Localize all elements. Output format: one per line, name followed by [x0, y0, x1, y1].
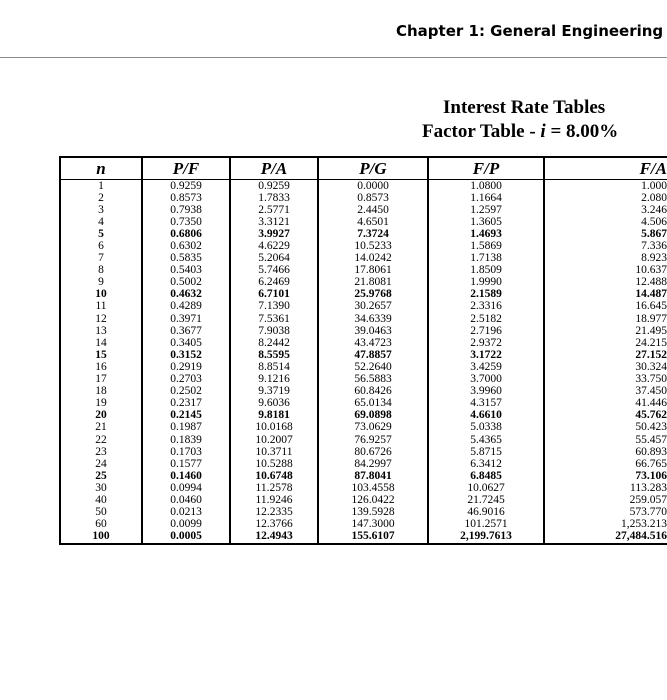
cell-fa: 27.152 — [544, 349, 667, 361]
cell-fa: 259.057 — [544, 494, 667, 506]
cell-pg: 34.6339 — [318, 313, 428, 325]
cell-n: 13 — [60, 325, 142, 337]
table-row — [60, 386, 667, 398]
col-header-n: n — [60, 157, 142, 180]
cell-fa: 50.423 — [544, 422, 667, 434]
cell-pa: 9.3719 — [230, 386, 318, 398]
cell-pf: 0.4289 — [142, 301, 230, 313]
cell-n: 22 — [60, 434, 142, 446]
cell-pa: 7.5361 — [230, 313, 318, 325]
cell-fa: 41.446 — [544, 398, 667, 410]
cell-pg: 4.6501 — [318, 216, 428, 228]
cell-pf: 0.6302 — [142, 240, 230, 252]
cell-pf: 0.5403 — [142, 265, 230, 277]
cell-pg: 14.0242 — [318, 253, 428, 265]
cell-pf: 0.3405 — [142, 337, 230, 349]
cell-pg: 139.5928 — [318, 507, 428, 519]
table-row — [60, 470, 667, 482]
cell-pg: 0.0000 — [318, 180, 428, 193]
cell-n: 20 — [60, 410, 142, 422]
cell-fp: 4.6610 — [428, 410, 544, 422]
cell-pg: 126.0422 — [318, 494, 428, 506]
cell-n: 11 — [60, 301, 142, 313]
table-row — [60, 458, 667, 470]
cell-fa: 73.106 — [544, 470, 667, 482]
table-title: Interest Rate Tables — [443, 97, 606, 118]
cell-pg: 69.0898 — [318, 410, 428, 422]
factor-table-container — [59, 156, 667, 660]
cell-pg: 17.8061 — [318, 265, 428, 277]
cell-fp: 1.3605 — [428, 216, 544, 228]
cell-pf: 0.3677 — [142, 325, 230, 337]
cell-pa: 7.9038 — [230, 325, 318, 337]
cell-pa: 11.2578 — [230, 482, 318, 494]
cell-fp: 10.0627 — [428, 482, 544, 494]
cell-pa: 3.9927 — [230, 228, 318, 240]
cell-pg: 7.3724 — [318, 228, 428, 240]
cell-pa: 8.2442 — [230, 337, 318, 349]
cell-pa: 12.4943 — [230, 531, 318, 544]
cell-pf: 0.2145 — [142, 410, 230, 422]
cell-pa: 8.5595 — [230, 349, 318, 361]
cell-n: 25 — [60, 470, 142, 482]
table-row — [60, 531, 667, 544]
cell-fp: 2.7196 — [428, 325, 544, 337]
cell-fa: 14.487 — [544, 289, 667, 301]
cell-fa: 55.457 — [544, 434, 667, 446]
cell-pf: 0.9259 — [142, 180, 230, 193]
cell-pf: 0.0099 — [142, 519, 230, 531]
table-row — [60, 277, 667, 289]
cell-pg: 65.0134 — [318, 398, 428, 410]
cell-pg: 52.2640 — [318, 361, 428, 373]
cell-fp: 5.8715 — [428, 446, 544, 458]
cell-pa: 1.7833 — [230, 192, 318, 204]
cell-pg: 30.2657 — [318, 301, 428, 313]
table-row — [60, 265, 667, 277]
cell-fa: 45.762 — [544, 410, 667, 422]
cell-fp: 1.0800 — [428, 180, 544, 193]
cell-n: 14 — [60, 337, 142, 349]
cell-n: 7 — [60, 253, 142, 265]
chapter-title: Chapter 1: General Engineering — [396, 22, 664, 40]
cell-fp: 6.3412 — [428, 458, 544, 470]
cell-fp: 1.1664 — [428, 192, 544, 204]
cell-fa: 8.923 — [544, 253, 667, 265]
cell-n: 50 — [60, 507, 142, 519]
cell-pa: 5.2064 — [230, 253, 318, 265]
cell-pa: 10.0168 — [230, 422, 318, 434]
cell-pa: 2.5771 — [230, 204, 318, 216]
cell-n: 60 — [60, 519, 142, 531]
cell-n: 24 — [60, 458, 142, 470]
cell-fp: 1.5869 — [428, 240, 544, 252]
cell-fa: 573.770 — [544, 507, 667, 519]
cell-n: 8 — [60, 265, 142, 277]
cell-fp: 1.7138 — [428, 253, 544, 265]
cell-n: 17 — [60, 374, 142, 386]
cell-pf: 0.4632 — [142, 289, 230, 301]
cell-fp: 4.3157 — [428, 398, 544, 410]
table-row — [60, 361, 667, 373]
cell-fp: 2.3316 — [428, 301, 544, 313]
table-row — [60, 482, 667, 494]
cell-pg: 147.3000 — [318, 519, 428, 531]
cell-fp: 1.8509 — [428, 265, 544, 277]
header-divider — [0, 57, 667, 58]
cell-pa: 7.1390 — [230, 301, 318, 313]
cell-pf: 0.0005 — [142, 531, 230, 544]
rate-variable: i — [540, 121, 546, 142]
cell-n: 1 — [60, 180, 142, 193]
cell-n: 23 — [60, 446, 142, 458]
table-row — [60, 337, 667, 349]
table-row — [60, 253, 667, 265]
table-header-row — [60, 157, 667, 180]
cell-fa: 16.645 — [544, 301, 667, 313]
cell-fp: 2.1589 — [428, 289, 544, 301]
cell-fp: 3.7000 — [428, 374, 544, 386]
cell-pg: 155.6107 — [318, 531, 428, 544]
cell-pg: 84.2997 — [318, 458, 428, 470]
cell-pf: 0.0213 — [142, 507, 230, 519]
cell-fa: 3.246 — [544, 204, 667, 216]
cell-pg: 0.8573 — [318, 192, 428, 204]
cell-fp: 1.2597 — [428, 204, 544, 216]
cell-pa: 8.8514 — [230, 361, 318, 373]
table-row — [60, 289, 667, 301]
cell-fa: 113.283 — [544, 482, 667, 494]
cell-fp: 1.9990 — [428, 277, 544, 289]
table-row — [60, 434, 667, 446]
table-row — [60, 313, 667, 325]
cell-pa: 12.3766 — [230, 519, 318, 531]
cell-pg: 80.6726 — [318, 446, 428, 458]
cell-n: 5 — [60, 228, 142, 240]
cell-n: 9 — [60, 277, 142, 289]
table-row — [60, 192, 667, 204]
cell-fp: 3.9960 — [428, 386, 544, 398]
cell-pa: 9.1216 — [230, 374, 318, 386]
cell-fa: 4.506 — [544, 216, 667, 228]
cell-pa: 10.2007 — [230, 434, 318, 446]
cell-n: 100 — [60, 531, 142, 544]
table-row — [60, 507, 667, 519]
cell-pa: 6.2469 — [230, 277, 318, 289]
table-row — [60, 301, 667, 313]
col-header-pa: P/A — [230, 157, 318, 180]
cell-pg: 73.0629 — [318, 422, 428, 434]
cell-pa: 9.8181 — [230, 410, 318, 422]
cell-pg: 47.8857 — [318, 349, 428, 361]
table-row — [60, 494, 667, 506]
cell-n: 18 — [60, 386, 142, 398]
table-row — [60, 204, 667, 216]
cell-fa: 12.488 — [544, 277, 667, 289]
cell-pg: 76.9257 — [318, 434, 428, 446]
cell-pf: 0.5835 — [142, 253, 230, 265]
cell-fp: 5.0338 — [428, 422, 544, 434]
cell-pf: 0.1577 — [142, 458, 230, 470]
cell-pf: 0.1839 — [142, 434, 230, 446]
cell-pf: 0.1460 — [142, 470, 230, 482]
cell-fa: 18.977 — [544, 313, 667, 325]
cell-pg: 60.8426 — [318, 386, 428, 398]
cell-n: 4 — [60, 216, 142, 228]
cell-pa: 11.9246 — [230, 494, 318, 506]
table-row — [60, 422, 667, 434]
cell-pa: 12.2335 — [230, 507, 318, 519]
cell-pf: 0.3971 — [142, 313, 230, 325]
factor-table — [59, 156, 667, 545]
cell-fa: 2.080 — [544, 192, 667, 204]
cell-n: 15 — [60, 349, 142, 361]
cell-fa: 1,253.213 — [544, 519, 667, 531]
cell-pf: 0.3152 — [142, 349, 230, 361]
cell-pf: 0.2502 — [142, 386, 230, 398]
cell-pf: 0.8573 — [142, 192, 230, 204]
table-row — [60, 240, 667, 252]
cell-pf: 0.7938 — [142, 204, 230, 216]
cell-fp: 5.4365 — [428, 434, 544, 446]
cell-pf: 0.0994 — [142, 482, 230, 494]
cell-fp: 6.8485 — [428, 470, 544, 482]
cell-fp: 2.5182 — [428, 313, 544, 325]
cell-n: 19 — [60, 398, 142, 410]
cell-n: 40 — [60, 494, 142, 506]
cell-fa: 21.495 — [544, 325, 667, 337]
cell-pf: 0.0460 — [142, 494, 230, 506]
table-subtitle — [422, 121, 618, 143]
cell-pg: 21.8081 — [318, 277, 428, 289]
cell-fp: 21.7245 — [428, 494, 544, 506]
cell-fa: 60.893 — [544, 446, 667, 458]
cell-pa: 4.6229 — [230, 240, 318, 252]
cell-fa: 1.000 — [544, 180, 667, 193]
cell-pf: 0.1987 — [142, 422, 230, 434]
col-header-fa: F/A — [544, 157, 667, 180]
cell-pa: 10.5288 — [230, 458, 318, 470]
table-row — [60, 398, 667, 410]
table-row — [60, 180, 667, 193]
cell-pg: 87.8041 — [318, 470, 428, 482]
cell-pa: 0.9259 — [230, 180, 318, 193]
cell-pg: 25.9768 — [318, 289, 428, 301]
cell-pa: 10.3711 — [230, 446, 318, 458]
cell-n: 12 — [60, 313, 142, 325]
cell-n: 3 — [60, 204, 142, 216]
table-row — [60, 349, 667, 361]
cell-n: 21 — [60, 422, 142, 434]
table-row — [60, 228, 667, 240]
cell-fa: 24.215 — [544, 337, 667, 349]
cell-pa: 3.3121 — [230, 216, 318, 228]
cell-pa: 9.6036 — [230, 398, 318, 410]
cell-pf: 0.7350 — [142, 216, 230, 228]
cell-pg: 103.4558 — [318, 482, 428, 494]
cell-fa: 37.450 — [544, 386, 667, 398]
cell-fa: 33.750 — [544, 374, 667, 386]
cell-fp: 101.2571 — [428, 519, 544, 531]
cell-fa: 7.336 — [544, 240, 667, 252]
cell-n: 2 — [60, 192, 142, 204]
cell-fa: 66.765 — [544, 458, 667, 470]
cell-pg: 2.4450 — [318, 204, 428, 216]
col-header-pg: P/G — [318, 157, 428, 180]
cell-fa: 10.637 — [544, 265, 667, 277]
cell-fp: 2,199.7613 — [428, 531, 544, 544]
cell-pg: 56.5883 — [318, 374, 428, 386]
cell-fa: 30.324 — [544, 361, 667, 373]
col-header-fp: F/P — [428, 157, 544, 180]
col-header-pf: P/F — [142, 157, 230, 180]
table-row — [60, 325, 667, 337]
table-row — [60, 410, 667, 422]
cell-pf: 0.2919 — [142, 361, 230, 373]
cell-fp: 2.9372 — [428, 337, 544, 349]
cell-n: 16 — [60, 361, 142, 373]
table-row — [60, 446, 667, 458]
cell-fa: 5.867 — [544, 228, 667, 240]
cell-pf: 0.2317 — [142, 398, 230, 410]
cell-fp: 46.9016 — [428, 507, 544, 519]
cell-pa: 5.7466 — [230, 265, 318, 277]
table-row — [60, 374, 667, 386]
cell-fa: 27,484.516 — [544, 531, 667, 544]
subtitle-rate: = 8.00% — [545, 121, 619, 142]
cell-fp: 3.1722 — [428, 349, 544, 361]
cell-pf: 0.5002 — [142, 277, 230, 289]
table-row — [60, 519, 667, 531]
table-body — [60, 180, 667, 544]
cell-pg: 10.5233 — [318, 240, 428, 252]
cell-n: 6 — [60, 240, 142, 252]
cell-pf: 0.2703 — [142, 374, 230, 386]
cell-pa: 6.7101 — [230, 289, 318, 301]
cell-fp: 3.4259 — [428, 361, 544, 373]
cell-pg: 39.0463 — [318, 325, 428, 337]
cell-pg: 43.4723 — [318, 337, 428, 349]
cell-pf: 0.6806 — [142, 228, 230, 240]
subtitle-prefix: Factor Table - — [422, 121, 541, 142]
cell-pa: 10.6748 — [230, 470, 318, 482]
cell-pf: 0.1703 — [142, 446, 230, 458]
table-row — [60, 216, 667, 228]
cell-fp: 1.4693 — [428, 228, 544, 240]
cell-n: 10 — [60, 289, 142, 301]
cell-n: 30 — [60, 482, 142, 494]
